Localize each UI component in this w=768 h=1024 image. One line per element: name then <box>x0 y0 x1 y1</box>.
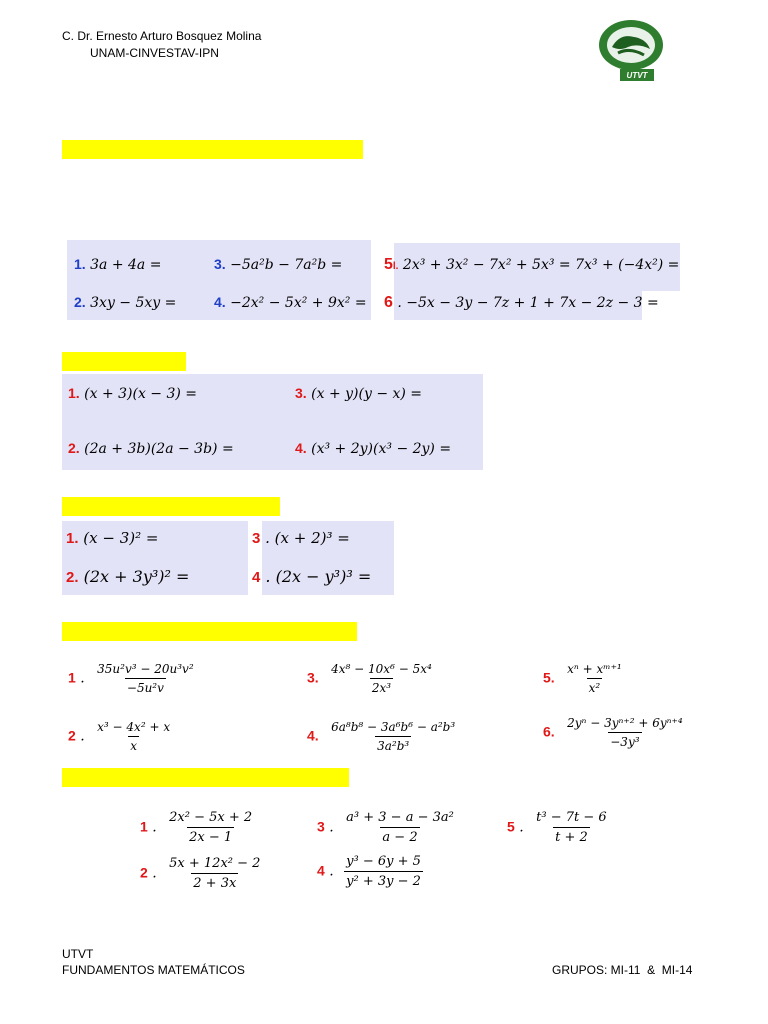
footer-school: UTVT <box>62 947 94 961</box>
section-title-bar-4 <box>62 622 357 641</box>
exercise-4-1: 1 . $\frac{\text{35u²v³ − 20u³v²}}{\text{−5u²v}}$ <box>68 662 194 695</box>
exercise-5-4: 4 . $\frac{\text{y³ − 6y + 5}}{\text{y² + 3y − 2}}$ <box>317 854 421 889</box>
section-title-bar-2 <box>62 352 186 371</box>
exercise-4-4: 4. $\frac{\text{6a⁸b⁸ − 3a⁶b⁶ − a²b³}}{\text{3a²b³}}$ <box>307 720 456 753</box>
footer-groups: GRUPOS: MI-11 & MI-14 <box>552 963 693 977</box>
exercise-4-6: 6. $\frac{\text{2yⁿ − 3yⁿ⁺² + 6yⁿ⁺⁴}}{\text{−3y³}}$ <box>543 716 683 749</box>
utvt-logo <box>598 17 668 85</box>
institution-name: UNAM-CINVESTAV-IPN <box>90 46 219 60</box>
exercise-4-5: 5. $\frac{\text{xⁿ + xᵐ⁺¹}}{\text{x²}}$ <box>543 662 622 695</box>
exercise-2-1: 1. (x + 3)(x − 3) = <box>68 385 198 402</box>
exercise-5-5: 5 . $\frac{\text{t³ − 7t − 6}}{t + 2}$ <box>507 810 607 845</box>
exercise-1-2: 2. 3xy − 5xy = <box>74 294 177 311</box>
author-name: C. Dr. Ernesto Arturo Bosquez Molina <box>62 29 262 43</box>
exercise-3-2: 2. (2x + 3y³)² = <box>66 567 190 586</box>
exercise-5-2: 2 . $\frac{\text{5x + 12x² − 2}}{2 + 3x}$ <box>140 856 261 891</box>
exercise-5-1: 1 . $\frac{\text{2x² − 5x + 2}}{2x - 1}$ <box>140 810 253 845</box>
exercise-1-4: 4. −2x² − 5x² + 9x² = <box>214 294 367 311</box>
section-title-bar-5 <box>62 768 349 787</box>
exercise-4-2: 2 . $\frac{\text{x³ − 4x² + x}}{x}$ <box>68 720 171 753</box>
exercise-1-3: 3. −5a²b − 7a²b = <box>214 256 343 273</box>
exercise-1-6: 6 . −5x − 3y − 7z + 1 + 7x − 2z − 3 = <box>384 294 659 311</box>
exercise-2-2: 2. (2a + 3b)(2a − 3b) = <box>68 440 234 457</box>
exercise-4-3: 3. $\frac{\text{4x⁸ − 10x⁶ − 5x⁴}}{\text{2x³}}$ <box>307 662 432 695</box>
exercise-2-3: 3. (x + y)(y − x) = <box>295 385 423 402</box>
footer-course: FUNDAMENTOS MATEMÁTICOS <box>62 963 245 977</box>
exercise-3-1: 1. (x − 3)² = <box>66 529 159 547</box>
exercise-3-4: 4 . (2x − y³)³ = <box>252 567 372 586</box>
section-title-bar-3 <box>62 497 280 516</box>
exercise-2-4: 4. (x³ + 2y)(x³ − 2y) = <box>295 440 452 457</box>
exercise-1-1: 1. 3a + 4a = <box>74 256 162 273</box>
exercise-1-5: 5l. 2x³ + 3x² − 7x² + 5x³ = 7x³ + (−4x²) = <box>384 256 680 273</box>
section-title-bar-1 <box>62 140 363 159</box>
exercise-5-3: 3 . $\frac{\text{a³ + 3 − a − 3a²}}{a - 2}$ <box>317 810 454 845</box>
svg-text:UTVT: UTVT <box>626 71 648 80</box>
exercise-3-3: 3 . (x + 2)³ = <box>252 529 350 547</box>
